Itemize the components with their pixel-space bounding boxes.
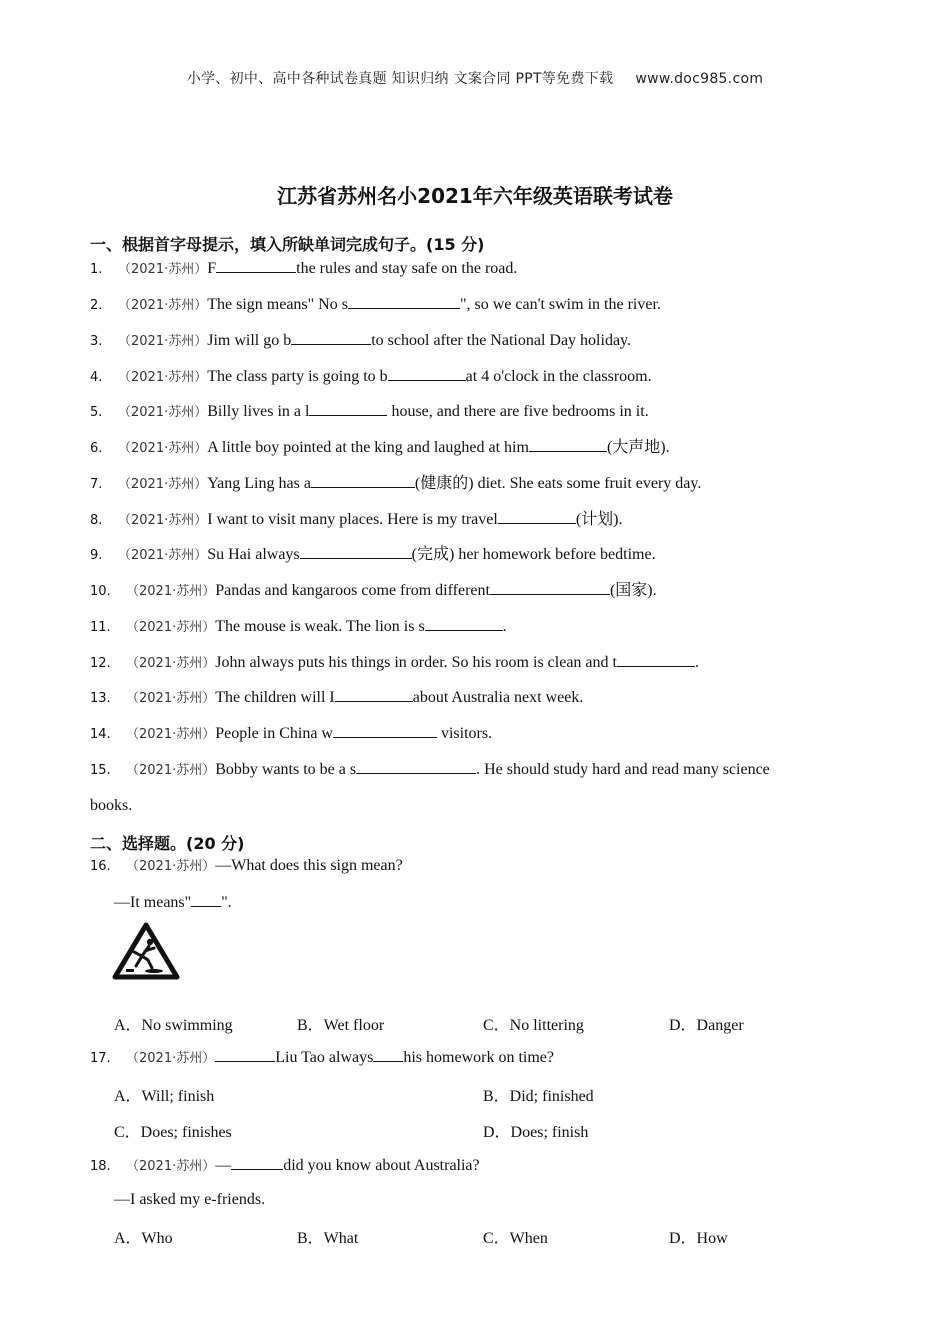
question-number: 16. (90, 859, 111, 874)
question-18 (90, 1155, 480, 1177)
question-text: The mouse is weak. The lion is s (215, 618, 425, 635)
question-source: （2021·苏州） (126, 1159, 216, 1174)
question-source: （2021·苏州） (126, 859, 216, 874)
answer-blank[interactable] (311, 473, 415, 488)
question-text: house, and there are five bedrooms in it. (387, 403, 649, 420)
question-16 (90, 856, 403, 877)
question-14 (90, 723, 492, 745)
question-number: 17. (90, 1051, 111, 1066)
answer-blank[interactable] (291, 330, 371, 345)
answer-blank[interactable] (335, 687, 413, 702)
question-text: to school after the National Day holiday. (371, 332, 632, 349)
section-one-heading: 一、根据首字母提示，填入所缺单词完成句子。(15 分) (90, 235, 485, 254)
question-number: 18. (90, 1159, 111, 1174)
question-text: at 4 o'clock in the classroom. (465, 368, 652, 385)
question-text: ". (221, 894, 232, 911)
question-number: 11. (90, 620, 111, 635)
question-source: （2021·苏州） (126, 620, 216, 635)
question-number: 9. (90, 548, 103, 563)
question-text: (完成) her homework before bedtime. (411, 546, 656, 563)
question-source: （2021·苏州） (118, 298, 208, 313)
question-text: A little boy pointed at the king and laughed at him (207, 439, 529, 456)
question-13 (90, 687, 583, 709)
section-two-heading: 二、选择题。(20 分) (90, 834, 245, 853)
question-number: 14. (90, 727, 111, 742)
question-15 (90, 759, 770, 781)
question-number: 13. (90, 691, 111, 706)
question-text: —What does this sign mean? (215, 857, 403, 874)
question-15-continued: books. (90, 797, 133, 814)
question-3 (90, 330, 631, 352)
question-text: The sign means" No s (207, 296, 348, 313)
option-d[interactable]: D．Danger (669, 1017, 744, 1034)
question-source: （2021·苏州） (118, 334, 208, 349)
answer-blank[interactable] (356, 759, 476, 774)
answer-blank[interactable] (490, 580, 610, 595)
question-number: 12. (90, 656, 111, 671)
question-source: （2021·苏州） (118, 262, 208, 277)
question-text: ", so we can't swim in the river. (459, 296, 661, 313)
question-number: 4. (90, 370, 103, 385)
page-header (0, 68, 950, 88)
question-source: （2021·苏州） (118, 370, 208, 385)
option-a[interactable]: A．Will; finish (114, 1088, 215, 1105)
question-source: （2021·苏州） (126, 727, 216, 742)
question-text: about Australia next week. (412, 689, 584, 706)
question-number: 8. (90, 513, 103, 528)
option-c[interactable]: C．No littering (483, 1017, 584, 1034)
answer-blank[interactable] (309, 401, 387, 416)
question-source: （2021·苏州） (126, 763, 216, 778)
option-d[interactable]: D．How (669, 1230, 728, 1247)
option-c[interactable]: C．When (483, 1230, 548, 1247)
question-4 (90, 366, 652, 388)
option-d[interactable]: D．Does; finish (483, 1124, 589, 1141)
question-source: （2021·苏州） (118, 477, 208, 492)
option-b[interactable]: B．Did; finished (483, 1088, 594, 1105)
answer-blank[interactable] (388, 366, 466, 381)
question-text: (计划). (575, 511, 623, 528)
header-text: 小学、初中、高中各种试卷真题 知识归纳 文案合同 PPT等免费下载 (186, 71, 614, 87)
question-2 (90, 294, 661, 316)
question-text: . (694, 654, 699, 671)
answer-blank[interactable] (617, 652, 695, 667)
page-title: 江苏省苏州名小2021年六年级英语联考试卷 (277, 184, 673, 208)
question-number: 2. (90, 298, 103, 313)
question-text: Yang Ling has a (207, 475, 311, 492)
question-12 (90, 652, 699, 674)
question-18-line2: —I asked my e-friends. (114, 1191, 266, 1208)
question-source: （2021·苏州） (118, 548, 208, 563)
question-8 (90, 509, 622, 531)
question-number: 1. (90, 262, 103, 277)
question-text: visitors. (436, 725, 493, 742)
question-text: Bobby wants to be a s (215, 761, 357, 778)
question-text: . (502, 618, 507, 635)
question-text: F (207, 260, 217, 277)
question-text: his homework on time? (403, 1049, 554, 1066)
answer-blank[interactable] (215, 1047, 275, 1062)
header-site[interactable]: www.doc985.com (635, 71, 764, 87)
question-text: The class party is going to b (207, 368, 388, 385)
answer-blank[interactable] (300, 544, 412, 559)
answer-blank[interactable] (498, 509, 576, 524)
question-text: (国家). (609, 582, 657, 599)
answer-blank[interactable] (529, 437, 607, 452)
question-source: （2021·苏州） (126, 1051, 216, 1066)
question-text: I want to visit many places. Here is my travel (207, 511, 498, 528)
question-text: Liu Tao always (275, 1049, 374, 1066)
question-text: The children will I (215, 689, 335, 706)
question-text: (大声地). (606, 439, 670, 456)
question-10 (90, 580, 657, 602)
question-text: (健康的) diet. She eats some fruit every day. (414, 475, 702, 492)
answer-blank[interactable] (333, 723, 437, 738)
question-text: People in China w (215, 725, 333, 742)
question-text: John always puts his things in order. So his room is clean and t (215, 654, 617, 671)
option-b[interactable]: B．What (297, 1230, 359, 1247)
answer-blank[interactable] (348, 294, 460, 309)
question-text: Jim will go b (207, 332, 292, 349)
question-source: （2021·苏州） (118, 441, 208, 456)
question-number: 10. (90, 584, 111, 599)
question-text: the rules and stay safe on the road. (296, 260, 518, 277)
answer-blank[interactable] (216, 258, 296, 273)
question-6 (90, 437, 670, 459)
question-text: Billy lives in a l (207, 403, 310, 420)
question-text: —It means" (114, 894, 192, 911)
question-11 (90, 616, 507, 638)
question-text: Su Hai always (207, 546, 300, 563)
question-number: 15. (90, 763, 111, 778)
answer-blank[interactable] (231, 1155, 283, 1170)
question-9 (90, 544, 656, 566)
question-number: 3. (90, 334, 103, 349)
question-5 (90, 401, 649, 423)
question-text: Pandas and kangaroos come from different (215, 582, 490, 599)
answer-blank[interactable] (425, 616, 503, 631)
option-a[interactable]: A．No swimming (114, 1017, 233, 1034)
question-number: 6. (90, 441, 103, 456)
answer-blank[interactable] (191, 892, 221, 907)
question-source: （2021·苏州） (126, 656, 216, 671)
wet-floor-sign-icon (112, 922, 180, 980)
answer-blank[interactable] (373, 1047, 403, 1062)
option-c[interactable]: C．Does; finishes (114, 1124, 232, 1141)
option-a[interactable]: A．Who (114, 1230, 173, 1247)
question-text: . He should study hard and read many science (476, 761, 770, 778)
question-source: （2021·苏州） (126, 584, 216, 599)
question-16-line2 (114, 892, 232, 913)
option-b[interactable]: B．Wet floor (297, 1017, 385, 1034)
question-text: did you know about Australia? (283, 1157, 480, 1174)
question-source: （2021·苏州） (118, 405, 208, 420)
question-7 (90, 473, 701, 495)
question-number: 5. (90, 405, 103, 420)
question-17 (90, 1047, 554, 1069)
question-source: （2021·苏州） (126, 691, 216, 706)
question-1 (90, 258, 517, 280)
question-number: 7. (90, 477, 103, 492)
question-source: （2021·苏州） (118, 513, 208, 528)
question-text: — (215, 1157, 232, 1174)
